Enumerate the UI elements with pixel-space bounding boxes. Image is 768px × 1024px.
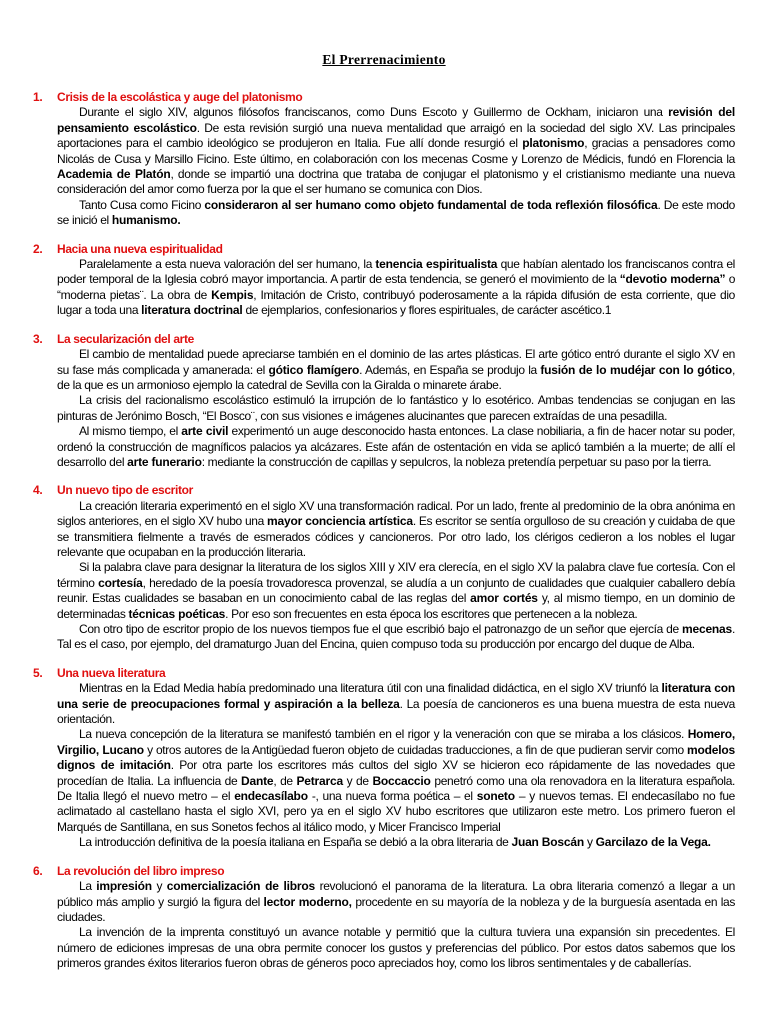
- text-run: . Por otra parte los escritores más cultos del siglo XV se hicieron eco rápidamente de las novedades que procedían de Italia. La influencia de: [57, 758, 735, 788]
- section-heading: [33, 332, 735, 347]
- text-run: La invención de la imprenta constituyó un avance notable y permitió que la cultura tuviera una expansión sin precedentes. El número de ediciones impresas de una obra permite conocer los gustos y preferencias del público. Por estos datos sabemos que los primeros grandes éxitos literarios fueron obras de géneros poco apreciados hoy, como los libros sentimentales y de caballerías.: [57, 925, 735, 971]
- text-run: de ejemplarios, confesionarios y flores espirituales, de carácter ascético.1: [242, 303, 612, 318]
- section: [33, 332, 735, 471]
- section-heading: [33, 666, 735, 681]
- section: [33, 90, 735, 229]
- text-run: . De esta revisión surgió una nueva mentalidad que arraigó en la sociedad del siglo XV. Las principales aportaciones para el cambio ideológico se produjeron en Italia. Fue allí donde resurgió el: [57, 120, 735, 151]
- section: [33, 666, 735, 851]
- section: [33, 483, 735, 652]
- section-heading: [33, 242, 735, 257]
- text-run: – y nuevos temas. El endecasílabo no fue aclimatado al castellano hasta el siglo XVI, pero ya en el siglo XV hubo escritores que utilizaron este metro. Los primero fueron el Marqués de Santillana, en sus Sonetos fechos al itálico modo, y Micer Francisco Imperial: [57, 789, 735, 834]
- text-run: La: [79, 879, 97, 894]
- text-run: -, una nueva forma poética – el: [307, 789, 477, 804]
- text-run: Al mismo tiempo, el: [79, 424, 182, 439]
- bold-text: soneto: [476, 789, 515, 804]
- bold-text: amor cortés: [470, 591, 538, 606]
- paragraph: [57, 727, 735, 835]
- section-heading: [33, 864, 735, 879]
- bold-text: arte civil: [181, 424, 229, 439]
- section-number: 3.: [33, 331, 43, 346]
- bold-text: Garcilazo de la Vega.: [595, 835, 711, 850]
- bold-text: Petrarca: [296, 773, 343, 788]
- paragraph: [57, 835, 735, 850]
- section-title: Crisis de la escolástica y auge del platonismo: [57, 90, 303, 104]
- paragraph: [57, 925, 735, 971]
- bold-text: lector moderno,: [263, 894, 352, 909]
- bold-text: mayor conciencia artística: [267, 514, 413, 529]
- text-run: , heredado de la poesía trovadoresca provenzal, se aludía a un conjunto de cualidades que cualquier caballero debía reunir. Estas cualidades se basaban en un conocimiento cabal de las reglas del: [57, 575, 735, 606]
- text-run: o “moderna pietas¨. La obra de: [57, 272, 736, 302]
- text-run: Mientras en la Edad Media había predominado una literatura útil con una finalidad didáctica, en el siglo XV triunfó la: [79, 681, 662, 696]
- text-run: . Es escritor se sentía orgulloso de su creación y cuidaba de que se transmitiera fielmente a través de esmerados códices y cancioneros. Por otro lado, los clérigos cedieron a los nobles el lugar relevante que ocupaban en la producción literaria.: [57, 514, 735, 559]
- bold-text: revisión del pensamiento escolástico: [57, 105, 736, 135]
- text-run: Si la palabra clave para designar la literatura de los siglos XIII y XIV era clerecía, en el siglo XV la palabra clave fue cortesía. Con el término: [57, 560, 735, 590]
- text-run: revolucionó el panorama de la literatura. La obra literaria comenzó a llegar a un público más amplio y surgió la figura del: [57, 879, 735, 909]
- bold-text: Dante: [241, 773, 274, 788]
- bold-text: gótico flamígero: [268, 362, 360, 377]
- bold-text: platonismo: [522, 136, 585, 151]
- text-run: : mediante la construcción de capillas y sepulcros, la nobleza pretendía perpetuar su paso por la tierra.: [201, 454, 712, 469]
- paragraph: [57, 198, 735, 229]
- bold-text: cortesía: [98, 575, 143, 590]
- section-number: 1.: [33, 90, 43, 104]
- text-run: y, al mismo tiempo, en un dominio de determinadas: [57, 591, 736, 621]
- text-run: El cambio de mentalidad puede apreciarse también en el dominio de las artes plásticas. El arte gótico entró durante el siglo XV en su fase más complicada y amanerada: el: [57, 347, 735, 377]
- paragraph: [57, 622, 735, 653]
- document-page: [33, 52, 735, 985]
- section-number: 4.: [33, 483, 43, 498]
- paragraph: [57, 257, 735, 319]
- text-run: y: [151, 879, 167, 894]
- section-title: Un nuevo tipo de escritor: [57, 483, 193, 498]
- section: [33, 242, 735, 319]
- bold-text: fusión de lo mudéjar con lo gótico: [540, 362, 733, 377]
- bold-text: modelos dignos de imitación: [57, 742, 735, 773]
- text-run: penetró como una ola renovadora en la literatura española. De Italia llegó el nuevo metro – el: [57, 773, 736, 804]
- text-run: Con otro tipo de escritor propio de los nuevos tiempos fue el que escribió bajo el patronazgo de un señor que ejercía de: [79, 622, 683, 636]
- text-run: La crisis del racionalismo escolástico estimuló la irrupción de lo fantástico y lo esotérico. Ambas tendencias se conjugan en las pinturas de Jerónimo Bosch, “El Bosco¨, con sus visiones e imágenes alucinantes que parecen extraídas de una pesadilla.: [57, 393, 735, 423]
- section-heading: [33, 483, 735, 498]
- paragraph: [57, 393, 735, 424]
- section-number: 5.: [33, 665, 43, 680]
- paragraph: [57, 347, 735, 393]
- bold-text: literatura doctrinal: [141, 303, 243, 318]
- paragraph: [57, 424, 735, 470]
- section-number: 2.: [33, 241, 43, 256]
- bold-text: Homero, Virgilio, Lucano: [57, 727, 735, 757]
- paragraph: [57, 105, 735, 197]
- text-run: . Tal es el caso, por ejemplo, del dramaturgo Juan del Encina, quien compuso toda su producción por encargo del duque de Alba.: [57, 622, 735, 652]
- bold-text: comercialización de libros: [166, 879, 315, 894]
- sections-container: [33, 90, 735, 972]
- text-run: procedente en su mayoría de la nobleza y de la burguesía asentada en las ciudades.: [57, 894, 736, 924]
- text-run: La nueva concepción de la literatura se manifestó también en el rigor y la veneración con que se miraba a los clásicos.: [79, 727, 688, 742]
- text-run: , donde se impartió una doctrina que trataba de conjugar el platonismo y el cristianismo mediante una nueva consideración del amor como fuerza por la que el ser humano se comunica con Dios.: [57, 167, 735, 197]
- bold-text: “devotio moderna”: [619, 272, 726, 287]
- text-run: . Además, en España se produjo la: [359, 362, 541, 377]
- section: [33, 864, 735, 972]
- bold-text: literatura con una serie de preocupaciones formal y aspiración a la belleza: [57, 681, 735, 711]
- page-title: El Prerrenacimiento: [322, 52, 446, 67]
- bold-text: consideraron al ser humano como objeto fundamental de toda reflexión filosófica: [204, 197, 658, 212]
- text-run: , gracias a pensadores como Nicolás de Cusa y Marsillo Ficino. Este último, en colaboración con los mecenas Cosme y Lorenzo de Médicis, fundó en Florencia la: [57, 136, 735, 166]
- text-run: Paralelamente a esta nueva valoración del ser humano, la: [79, 257, 376, 272]
- text-run: Tanto Cusa como Ficino: [79, 197, 205, 212]
- bold-text: impresión: [96, 879, 152, 894]
- section-title: Hacia una nueva espiritualidad: [57, 241, 223, 256]
- text-run: y: [583, 835, 596, 850]
- bold-text: Kempis: [211, 287, 254, 302]
- bold-text: arte funerario: [127, 454, 202, 469]
- bold-text: Juan Boscán: [511, 835, 584, 850]
- text-run: que habían alentado los franciscanos contra el poder temporal de la Iglesia cobró mayor importancia. A partir de esta tendencia, se generó el movimiento de la: [57, 257, 735, 287]
- paragraph: [57, 879, 735, 925]
- paragraph: [57, 499, 735, 561]
- bold-text: humanismo.: [111, 213, 181, 228]
- text-run: experimentó un auge desconocido hasta entonces. La clase nobiliaria, a fin de hacer notar su poder, ordenó la construcción de magníficos palacios ya alcázares. Este afán de ostentación en vida se aplicó también a la muerte; de allí el desarrollo del: [57, 424, 735, 469]
- section-title: La secularización del arte: [57, 331, 194, 346]
- bold-text: Academia de Platón: [57, 167, 171, 182]
- text-run: La creación literaria experimentó en el siglo XV una transformación radical. Por un lado, frente al predominio de la obra anónima en siglos anteriores, en el siglo XV hubo una: [57, 498, 735, 529]
- text-run: La introducción definitiva de la poesía italiana en España se debió a la obra literaria de: [79, 835, 512, 850]
- paragraph: [57, 681, 735, 727]
- section-number: 6.: [33, 863, 43, 878]
- section-title: La revolución del libro impreso: [57, 863, 225, 878]
- text-run: y otros autores de la Antigüedad fueron objeto de cuidadas traducciones, a fin de que pudieran servir como: [143, 742, 688, 757]
- text-run: . La poesía de cancioneros es una buena muestra de esta nueva orientación.: [57, 696, 735, 727]
- text-run: . Por eso son frecuentes en esta época los escritores que pertenecen a la nobleza.: [225, 606, 638, 621]
- text-run: Durante el siglo XIV, algunos filósofos franciscanos, como Duns Escoto y Guillermo de Ockham, iniciaron una: [79, 105, 669, 120]
- bold-text: Boccaccio: [372, 773, 431, 788]
- paragraph: [57, 560, 735, 622]
- text-run: , de la que es un armonioso ejemplo la catedral de Sevilla con la Giralda o minarete árabe.: [57, 362, 736, 392]
- text-run: y de: [342, 773, 373, 788]
- bold-text: técnicas poéticas: [128, 606, 226, 621]
- text-run: , Imitación de Cristo, contribuyó poderosamente a la rápida difusión de esta corriente, que dio lugar a toda una: [57, 287, 735, 318]
- bold-text: tenencia espiritualista: [375, 257, 498, 272]
- section-heading: [33, 90, 735, 105]
- bold-text: mecenas: [682, 622, 733, 636]
- text-run: , de: [273, 773, 297, 788]
- text-run: . De este modo se inició el: [57, 197, 735, 228]
- section-title: Una nueva literatura: [57, 665, 166, 680]
- bold-text: endecasílabo: [234, 789, 308, 804]
